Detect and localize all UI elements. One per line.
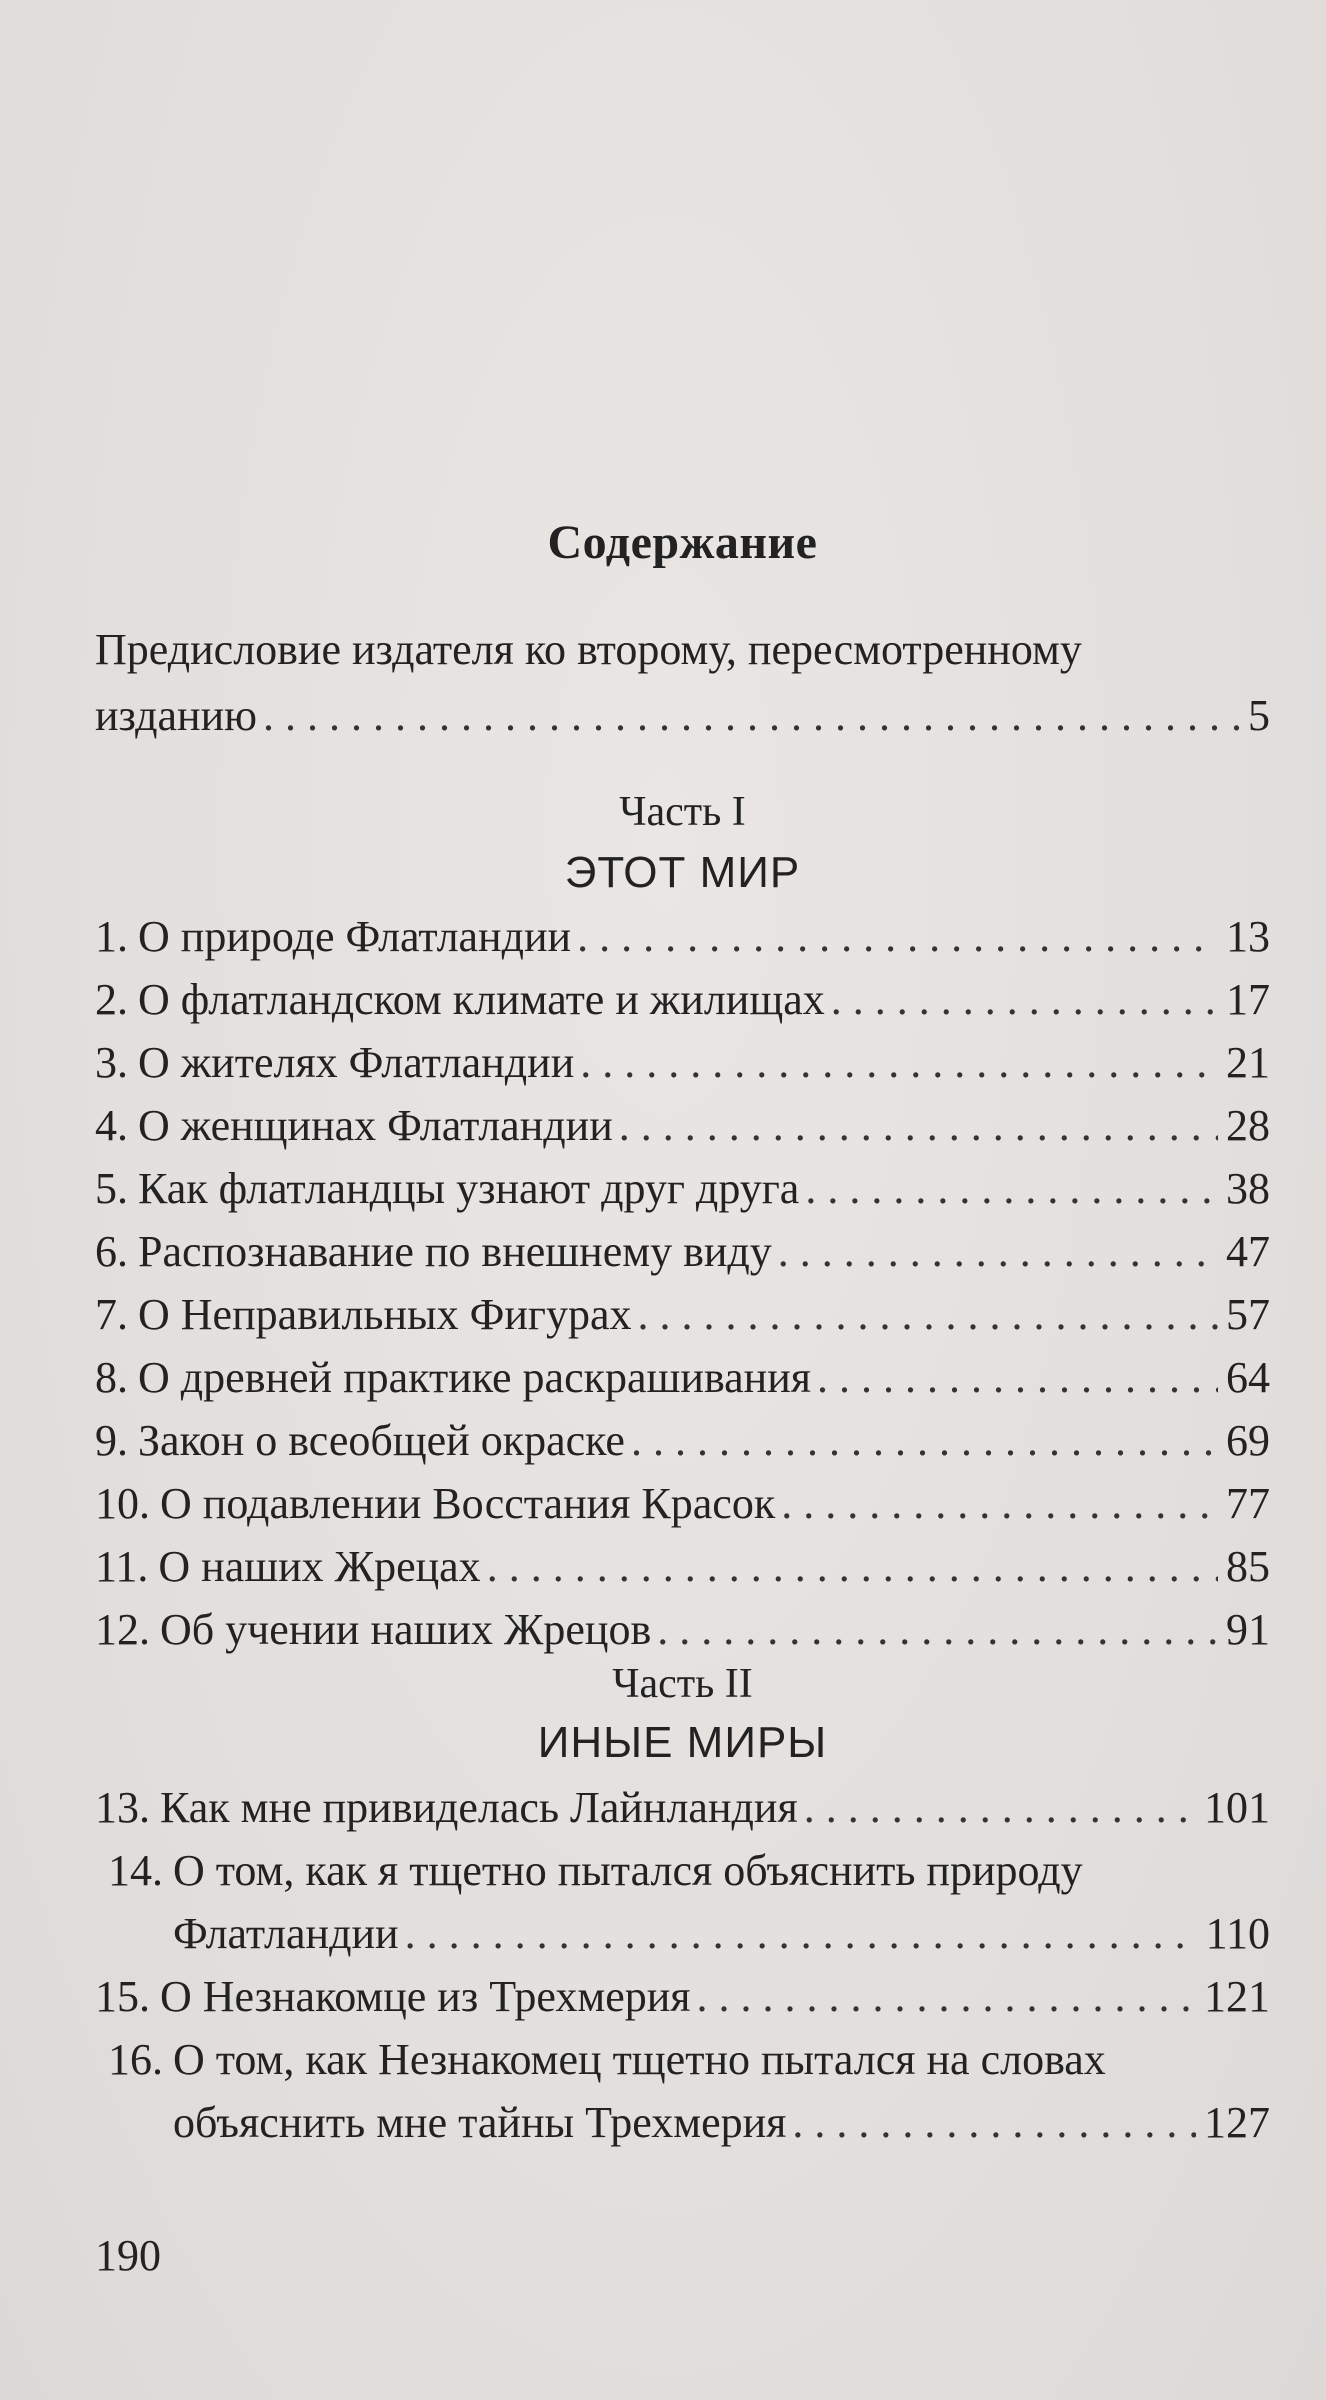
leader-dots — [638, 1283, 1219, 1346]
chapter-title: О древней практике раскрашивания — [138, 1353, 811, 1402]
leader-dots — [804, 1776, 1196, 1839]
preface-page-number: 5 — [1248, 691, 1270, 740]
part-2-title: ИНЫЕ МИРЫ — [537, 1718, 828, 1767]
toc-entry — [95, 1220, 1270, 1283]
leader-dots — [792, 2091, 1196, 2154]
chapter-title-line1: О том, как я тщетно пытался объяснить природу — [173, 1846, 1083, 1895]
toc-entry — [95, 1598, 1270, 1661]
chapter-page-number: 91 — [1226, 1605, 1270, 1654]
leader-dots — [263, 683, 1240, 749]
chapter-page-number: 17 — [1226, 975, 1270, 1024]
toc-entry — [95, 905, 1270, 968]
chapter-number: 9. — [95, 1416, 128, 1465]
page-number-folio: 190 — [95, 2231, 161, 2280]
chapter-number: 13. — [95, 1783, 150, 1832]
leader-dots — [831, 968, 1218, 1031]
part-2-label: Часть II — [612, 1661, 753, 1707]
toc-entry — [95, 1094, 1270, 1157]
part-1-title: ЭТОТ МИР — [564, 848, 801, 897]
chapter-title: Как флатландцы узнают друг друга — [138, 1164, 800, 1213]
chapter-number: 15. — [95, 1972, 150, 2021]
chapter-page-number: 69 — [1226, 1416, 1270, 1465]
chapter-title: объяснить мне тайны Трехмерия — [173, 2098, 787, 2147]
chapter-number: 4. — [95, 1101, 128, 1150]
chapter-number: 14. — [108, 1846, 163, 1895]
leader-dots — [781, 1472, 1218, 1535]
chapter-number: 3. — [95, 1038, 128, 1087]
chapter-title: О подавлении Восстания Красок — [160, 1479, 776, 1528]
toc-entry — [95, 1283, 1270, 1346]
chapter-title-line1: О том, как Незнакомец тщетно пытался на словах — [173, 2035, 1106, 2084]
chapter-number: 12. — [95, 1605, 150, 1654]
leader-dots — [778, 1220, 1218, 1283]
chapter-number: 11. — [95, 1542, 149, 1591]
leader-dots — [817, 1346, 1218, 1409]
chapter-page-number: 28 — [1226, 1101, 1270, 1150]
toc-entry-continuation — [95, 1902, 1270, 1965]
part-1-chapter-list — [95, 905, 1270, 1661]
leader-dots — [805, 1157, 1218, 1220]
chapter-title: О женщинах Флатландии — [138, 1101, 613, 1150]
chapter-number: 16. — [108, 2035, 163, 2084]
chapter-page-number: 21 — [1226, 1038, 1270, 1087]
toc-entry-continuation — [95, 2091, 1270, 2154]
chapter-number: 5. — [95, 1164, 128, 1213]
preface-row — [95, 683, 1270, 749]
chapter-title: О Незнакомце из Трехмерия — [160, 1972, 691, 2021]
chapter-title: О жителях Флатландии — [138, 1038, 575, 1087]
chapter-page-number: 38 — [1226, 1164, 1270, 1213]
chapter-number: 6. — [95, 1227, 128, 1276]
chapter-title: Распознавание по внешнему виду — [138, 1227, 772, 1276]
chapter-title: Об учении наших Жрецов — [160, 1605, 652, 1654]
chapter-page-number: 77 — [1226, 1479, 1270, 1528]
toc-heading: Содержание — [547, 516, 818, 569]
part-2-chapter-list — [95, 1776, 1270, 2154]
toc-entry — [95, 1346, 1270, 1409]
chapter-page-number: 101 — [1204, 1783, 1270, 1832]
chapter-number: 2. — [95, 975, 128, 1024]
chapter-page-number: 13 — [1226, 912, 1270, 961]
toc-entry — [95, 1965, 1270, 2028]
chapter-title: О Неправильных Фигурах — [138, 1290, 632, 1339]
chapter-page-number: 57 — [1226, 1290, 1270, 1339]
toc-entry — [95, 1535, 1270, 1598]
chapter-page-number: 110 — [1205, 1909, 1270, 1958]
chapter-title: Закон о всеобщей окраске — [138, 1416, 625, 1465]
chapter-number: 7. — [95, 1290, 128, 1339]
chapter-title: Флатландии — [173, 1909, 399, 1958]
chapter-title: Как мне привиделась Лайнландия — [160, 1783, 798, 1832]
leader-dots — [697, 1965, 1196, 2028]
toc-entry — [95, 1157, 1270, 1220]
leader-dots — [577, 905, 1218, 968]
toc-entry — [95, 1472, 1270, 1535]
leader-dots — [580, 1031, 1218, 1094]
toc-entry — [95, 1409, 1270, 1472]
preface-entry — [95, 617, 1270, 749]
chapter-page-number: 127 — [1204, 2098, 1270, 2147]
chapter-number: 10. — [95, 1479, 150, 1528]
preface-title-line1: Предисловие издателя ко второму, пересмотренному — [95, 625, 1082, 674]
toc-entry — [95, 2028, 1270, 2091]
toc-entry — [95, 968, 1270, 1031]
leader-dots — [657, 1598, 1218, 1661]
leader-dots — [487, 1535, 1218, 1598]
chapter-title: О природе Флатландии — [138, 912, 572, 961]
chapter-number: 8. — [95, 1353, 128, 1402]
chapter-page-number: 121 — [1204, 1972, 1270, 2021]
chapter-page-number: 85 — [1226, 1542, 1270, 1591]
chapter-title: О наших Жрецах — [158, 1542, 481, 1591]
toc-entry — [95, 1031, 1270, 1094]
leader-dots — [619, 1094, 1218, 1157]
toc-entry — [95, 1776, 1270, 1839]
leader-dots — [405, 1902, 1198, 1965]
chapter-number: 1. — [95, 912, 128, 961]
chapter-page-number: 64 — [1226, 1353, 1270, 1402]
chapter-page-number: 47 — [1226, 1227, 1270, 1276]
part-1-label: Часть I — [619, 789, 746, 835]
toc-entry — [95, 1839, 1270, 1902]
chapter-title: О флатландском климате и жилищах — [138, 975, 825, 1024]
preface-title-line2: изданию — [95, 691, 258, 740]
leader-dots — [631, 1409, 1218, 1472]
